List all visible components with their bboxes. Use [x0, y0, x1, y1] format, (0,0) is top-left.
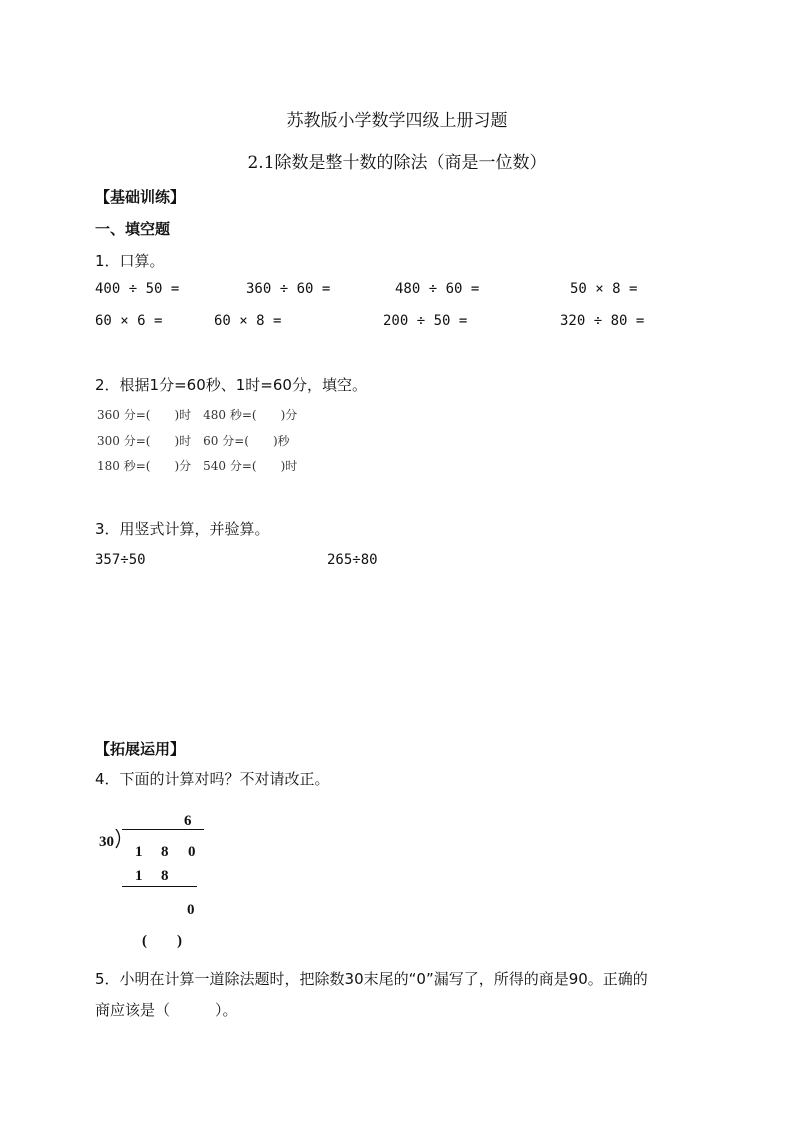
- question-3-label: 3．用竖式计算，并验算。: [95, 520, 270, 538]
- question-5-text: 5．小明在计算一道除法题时，把除数30末尾的“0”漏写了，所得的商是90。正确的: [95, 970, 648, 988]
- division-bracket: [114, 829, 124, 849]
- division-bar: [122, 829, 204, 830]
- division-remainder: 0: [187, 902, 195, 918]
- page-subtitle: 2.1除数是整十数的除法（商是一位数）: [247, 153, 547, 173]
- division-divisor: 30: [99, 834, 114, 850]
- mental-math-item: 60 × 6 =: [95, 313, 163, 329]
- mental-math-item: 200 ÷ 50 =: [383, 313, 468, 329]
- mental-math-item: 50 × 8 =: [570, 281, 638, 297]
- vertical-calc-problem-b: 265÷80: [327, 552, 378, 568]
- vertical-calc-problem-a: 357÷50: [95, 552, 146, 568]
- division-quotient: 6: [184, 813, 192, 829]
- mental-math-item: 360 ÷ 60 =: [246, 281, 331, 297]
- answer-blank[interactable]: ( ): [142, 933, 182, 949]
- question-2-label: 2．根据1分=60秒、1时=60分，填空。: [95, 376, 367, 394]
- conversion-line: 360 分=( )时 480 秒=( )分: [97, 408, 298, 422]
- subtraction-line: [122, 886, 197, 887]
- product-digit: 1: [135, 868, 143, 884]
- product-digit: 8: [161, 868, 169, 884]
- question-5-text-continued: 商应该是（ ）。: [95, 1001, 238, 1019]
- mental-math-item: 480 ÷ 60 =: [395, 281, 480, 297]
- conversion-line: 300 分=( )时 60 分=( )秒: [97, 434, 290, 448]
- page-title: 苏教版小学数学四级上册习题: [286, 111, 508, 131]
- question-1-label: 1．口算。: [95, 252, 165, 270]
- conversion-line: 180 秒=( )分 540 分=( )时: [97, 459, 298, 473]
- section-extension: 【拓展运用】: [95, 740, 186, 758]
- dividend-digit: 8: [161, 844, 169, 860]
- section-basic-training: 【基础训练】: [95, 188, 186, 206]
- question-4-label: 4．下面的计算对吗？不对请改正。: [95, 770, 330, 788]
- dividend-digit: 0: [188, 844, 196, 860]
- dividend-digit: 1: [135, 844, 143, 860]
- mental-math-item: 320 ÷ 80 =: [560, 313, 645, 329]
- part-one-heading: 一、填空题: [95, 220, 171, 238]
- mental-math-item: 60 × 8 =: [214, 313, 282, 329]
- mental-math-item: 400 ÷ 50 =: [95, 281, 180, 297]
